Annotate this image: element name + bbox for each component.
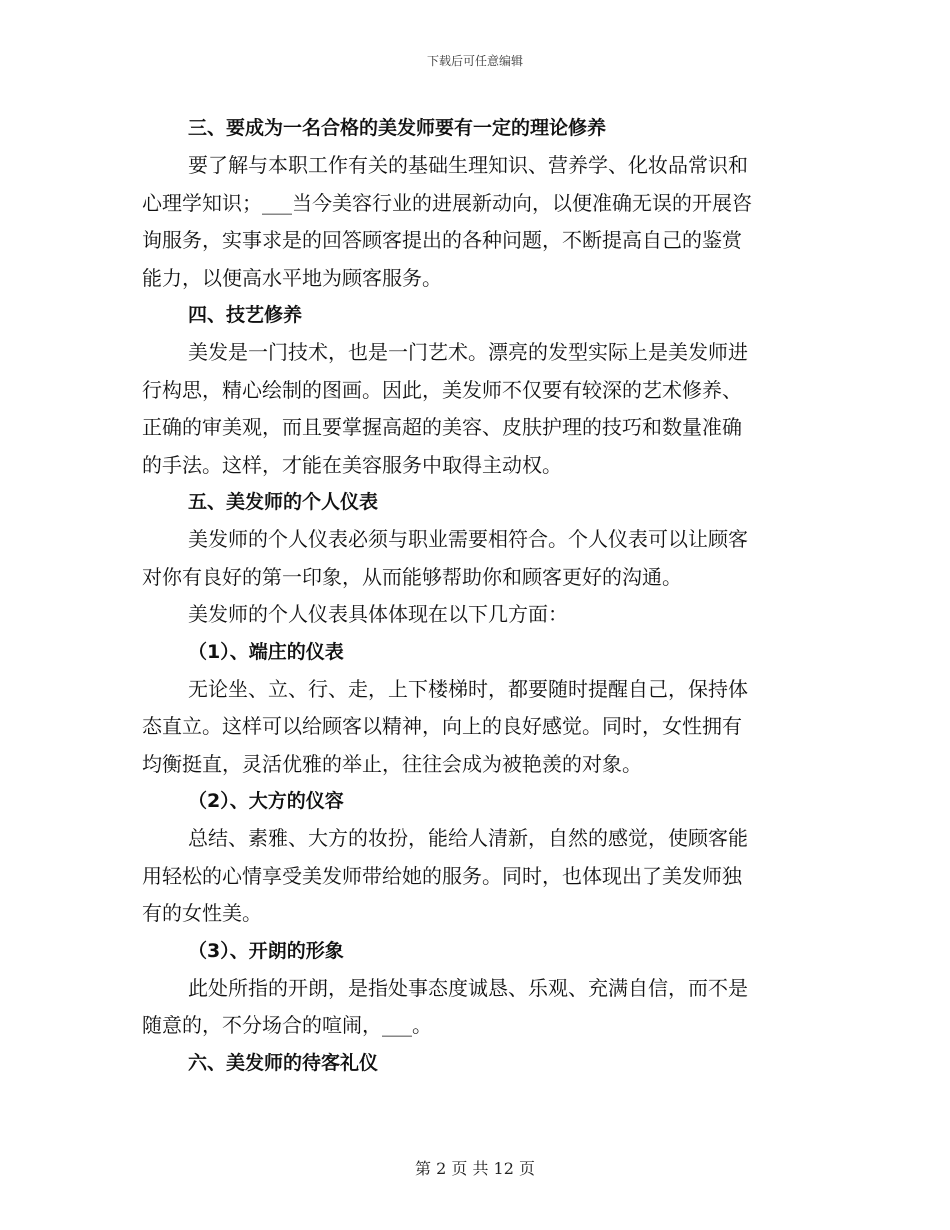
paragraph-line: 能力，以便高水平地为顾客服务。 <box>142 265 442 290</box>
paragraph-line: 无论坐、立、行、走，上下楼梯时，都要随时提醒自己，保持体 <box>188 676 748 701</box>
paragraph-line: 美发是一门技术，也是一门艺术。漂亮的发型实际上是美发师进 <box>188 340 748 364</box>
paragraph-line: 的手法。这样，才能在美容服务中取得主动权。 <box>142 452 562 477</box>
paragraph <box>142 820 812 933</box>
section-heading: （1）、端庄的仪表 <box>188 640 344 663</box>
paragraph-line: 心理学知识；___当今美容行业的进展新动向，以便准确无误的开展咨 <box>142 190 752 215</box>
paragraph-line: 总结、素雅、大方的妆扮，能给人清新，自然的感觉，使顾客能 <box>188 826 748 850</box>
paragraph-line: 行构思，精心绘制的图画。因此，美发师不仅要有较深的艺术修养、 <box>142 377 742 402</box>
paragraph-line: 有的女性美。 <box>142 901 262 925</box>
paragraph-line: 美发师的个人仪表具体体现在以下几方面： <box>188 602 568 626</box>
section-heading: 五、美发师的个人仪表 <box>188 491 379 513</box>
section-heading: 三、要成为一名合格的美发师要有一定的理论修养 <box>188 117 607 139</box>
paragraph <box>142 521 812 596</box>
header-note: 下载后可任意编辑 <box>426 54 523 68</box>
paragraph-line: 均衡挺直，灵活优雅的举止，往往会成为被艳羡的对象。 <box>142 751 642 776</box>
paragraph <box>142 334 812 484</box>
section-heading: （3）、开朗的形象 <box>188 939 344 962</box>
paragraph-line: 询服务，实事求是的回答顾客提出的各种问题，不断提高自己的鉴赏 <box>142 228 742 252</box>
paragraph-line: 态直立。这样可以给顾客以精神，向上的良好感觉。同时，女性拥有 <box>142 714 742 738</box>
page-number-footer: 第 2 页 共 12 页 <box>415 1159 535 1178</box>
paragraph-line: 随意的，不分场合的喧闹，___。 <box>142 1013 432 1037</box>
paragraph-line: 美发师的个人仪表必须与职业需要相符合。个人仪表可以让顾客 <box>188 527 748 551</box>
paragraph <box>142 596 812 634</box>
section-heading: （2）、大方的仪容 <box>188 790 344 812</box>
paragraph-line: 对你有良好的第一印象，从而能够帮助你和顾客更好的沟通。 <box>142 564 682 589</box>
paragraph-line: 此处所指的开朗，是指处事态度诚恳、乐观、充满自信，而不是 <box>188 975 748 1000</box>
paragraph-line: 用轻松的心情享受美发师带给她的服务。同时，也体现出了美发师独 <box>142 863 742 888</box>
paragraph <box>142 147 812 297</box>
paragraph-line: 要了解与本职工作有关的基础生理知识、营养学、化妆品常识和 <box>188 153 748 177</box>
paragraph <box>142 671 812 784</box>
section-heading: 四、技艺修养 <box>188 304 303 326</box>
paragraph-line: 正确的审美观，而且要掌握高超的美容、皮肤护理的技巧和数量准确 <box>142 415 742 439</box>
document-body <box>142 110 812 1082</box>
paragraph <box>142 970 812 1045</box>
section-heading: 六、美发师的待客礼仪 <box>188 1051 379 1074</box>
